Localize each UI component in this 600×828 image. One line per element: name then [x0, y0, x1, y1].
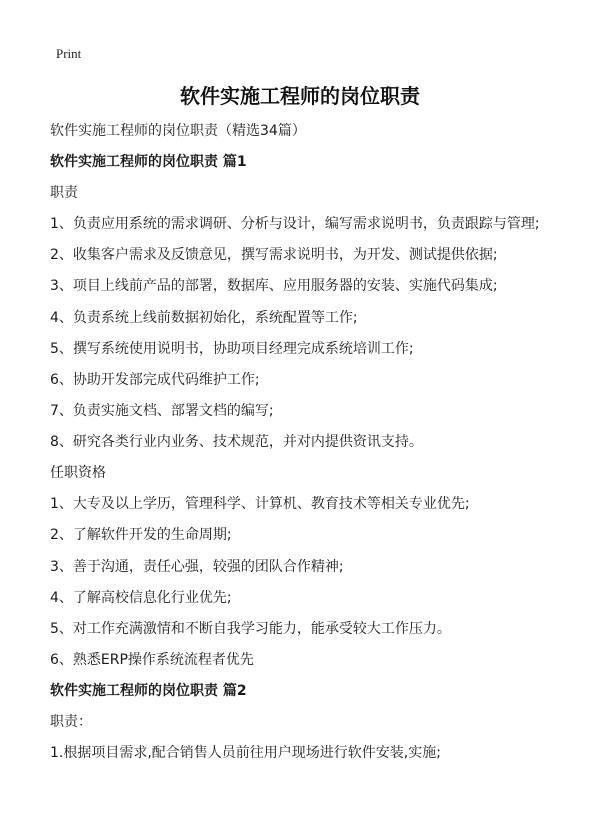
- duties-heading: 职责: [50, 185, 78, 201]
- qualification-item: 1、大专及以上学历，管理科学、计算机、教育技术等相关专业优先;: [50, 496, 470, 512]
- section-2-heading: 软件实施工程师的岗位职责 篇2: [50, 683, 247, 699]
- duty-item: 6、协助开发部完成代码维护工作;: [50, 372, 260, 388]
- page-title: 软件实施工程师的岗位职责: [180, 84, 420, 108]
- duty-item: 3、项目上线前产品的部署，数据库、应用服务器的安装、实施代码集成;: [50, 278, 498, 294]
- qualification-item: 2、了解软件开发的生命周期;: [50, 527, 232, 543]
- section-2-duties-heading: 职责：: [50, 714, 92, 730]
- print-label: Print: [56, 46, 82, 61]
- duty-item: 8、研究各类行业内业务、技术规范，并对内提供资讯支持。: [50, 434, 423, 450]
- qualification-item: 6、熟悉ERP操作系统流程者优先: [50, 652, 254, 668]
- qualification-item: 3、善于沟通，责任心强，较强的团队合作精神;: [50, 559, 344, 575]
- duty-item: 2、收集客户需求及反馈意见，撰写需求说明书，为开发、测试提供依据;: [50, 247, 498, 263]
- qualifications-heading: 任职资格: [50, 465, 106, 481]
- duty-item: 7、负责实施文档、部署文档的编写;: [50, 403, 274, 419]
- section-1-heading: 软件实施工程师的岗位职责 篇1: [50, 154, 247, 170]
- duty-item: 4、负责系统上线前数据初始化，系统配置等工作;: [50, 310, 358, 326]
- duty-item: 1、负责应用系统的需求调研、分析与设计，编写需求说明书，负责跟踪与管理;: [50, 216, 540, 232]
- document-subtitle: 软件实施工程师的岗位职责（精选34篇）: [50, 123, 306, 139]
- section-2-duty-item: 1.根据项目需求,配合销售人员前往用户现场进行软件安装,实施;: [50, 745, 441, 761]
- qualification-item: 5、对工作充满激情和不断自我学习能力，能承受较大工作压力。: [50, 621, 451, 637]
- qualification-item: 4、了解高校信息化行业优先;: [50, 590, 232, 606]
- duty-item: 5、撰写系统使用说明书，协助项目经理完成系统培训工作;: [50, 341, 414, 357]
